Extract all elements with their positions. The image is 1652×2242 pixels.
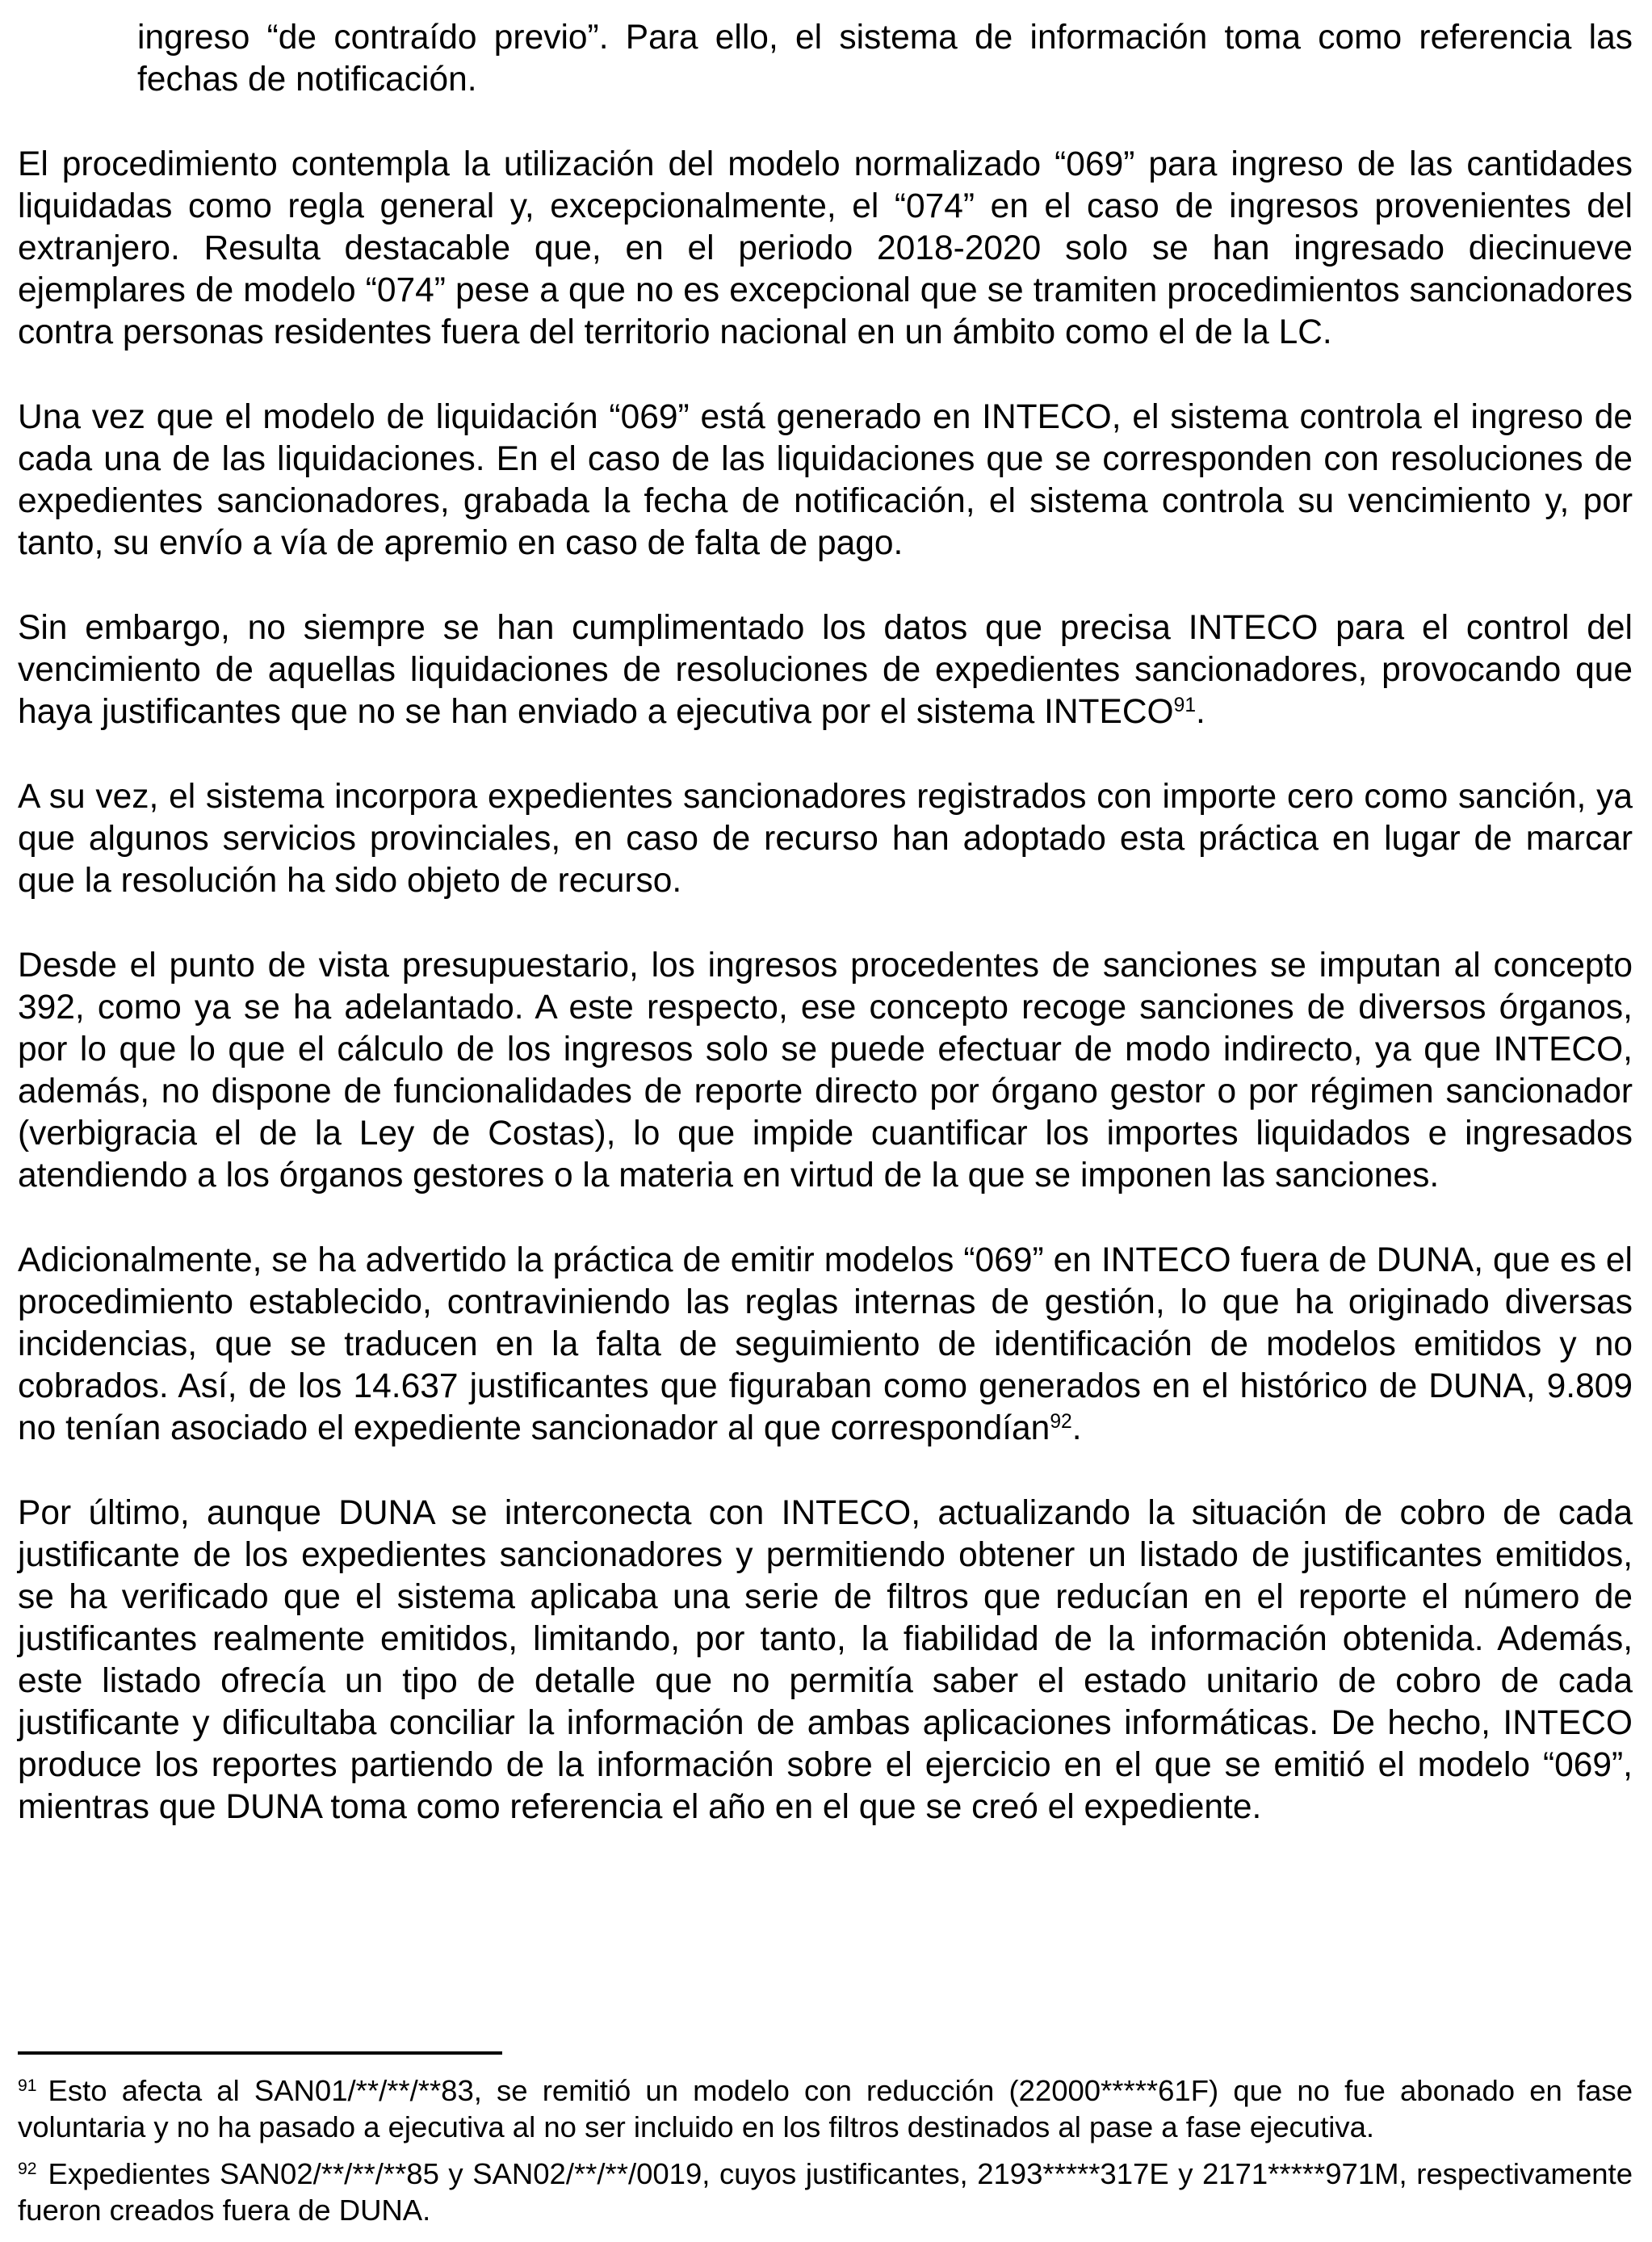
paragraph-adicionalmente [18, 1240, 1633, 1450]
paragraph-text: . [1196, 693, 1205, 731]
footnote-marker-91: 91 [18, 2076, 37, 2096]
paragraph-por-ultimo: Por último, aunque DUNA se interconecta con INTECO, actualizando la situación de cobro de cada justificante de los expedientes sancionadores y permitiendo obtener un listado de justificantes emitidos, se ha verificado que el sistema aplicaba una serie de filtros que reducían en el reporte el número de justificantes realmente emitidos, limitando, por tanto, la fiabilidad de la información obtenida. Además, este listado ofrecía un tipo de detalle que no permitía saber el estado unitario de cobro de cada justificante y dificultaba conciliar la información de ambas aplicaciones informáticas. De hecho, INTECO produce los reportes partiendo de la información sobre el ejercicio en el que se emitió el modelo “069”, mientras que DUNA toma como referencia el año en el que se creó el expediente. [18, 1494, 1633, 1826]
footnote-92 [18, 2156, 1633, 2228]
footnote-91 [18, 2072, 1633, 2145]
paragraph-sin-embargo [18, 607, 1633, 733]
paragraph-text: Adicionalmente, se ha advertido la práctica de emitir modelos “069” en INTECO fuera de DUNA, que es el procedimiento establecido, contraviniendo las reglas internas de gestión, lo que ha originado diversas incidencias, que se traducen en la falta de seguimiento de identificación de modelos emitidos y no cobrados. Así, de los 14.637 justificantes que figuraban como generados en el histórico de DUNA, 9.809 no tenían asociado el expediente sancionador al que correspondían [18, 1241, 1633, 1447]
footnote-marker-92: 92 [18, 2160, 37, 2179]
paragraph-importe-cero: A su vez, el sistema incorpora expedientes sancionadores registrados con importe cero como sanción, ya que algunos servicios provinciales, en caso de recurso han adoptado esta práctica en lugar de marcar que la resolución ha sido objeto de recurso. [18, 778, 1633, 900]
paragraph-modelo-liquidacion: Una vez que el modelo de liquidación “069” está generado en INTECO, el sistema controla el ingreso de cada una de las liquidaciones. En el caso de las liquidaciones que se corresponden con resoluciones de expedientes sancionadores, grabada la fecha de notificación, el sistema controla su vencimiento y, por tanto, su envío a vía de apremio en caso de falta de pago. [18, 398, 1633, 562]
paragraph-presupuestario: Desde el punto de vista presupuestario, los ingresos procedentes de sanciones se imputan al concepto 392, como ya se ha adelantado. A este respecto, ese concepto recoge sanciones de diversos órganos, por lo que lo que el cálculo de los ingresos solo se puede efectuar de modo indirecto, ya que INTECO, además, no dispone de funcionalidades de reporte directo por órgano gestor o por régimen sancionador (verbigracia el de la Ley de Costas), lo que impide cuantificar los importes liquidados e ingresados atendiendo a los órganos gestores o la materia en virtud de la que se imponen las sanciones. [18, 947, 1633, 1194]
footnotes-section [18, 2072, 1633, 2228]
footnote-ref-92: 92 [1050, 1411, 1072, 1434]
footnote-separator [18, 2051, 502, 2055]
paragraph-procedimiento: El procedimiento contempla la utilización del modelo normalizado “069” para ingreso de las cantidades liquidadas como regla general y, excepcionalmente, el “074” en el caso de ingresos provenientes del extranjero. Resulta destacable que, en el periodo 2018-2020 solo se han ingresado diecinueve ejemplares de modelo “074” pese a que no es excepcional que se tramiten procedimientos sancionadores contra personas residentes fuera del territorio nacional en un ámbito como el de la LC. [18, 145, 1633, 351]
footnote-text: Esto afecta al SAN01/**/**/**83, se remitió un modelo con reducción (22000*****61F) que no fue abonado en fase voluntaria y no ha pasado a ejecutiva al no ser incluido en los filtros destinados al pase a fase ejecutiva. [18, 2074, 1633, 2143]
body-text-column [18, 17, 1633, 1871]
paragraph-continuation: ingreso “de contraído previo”. Para ello, el sistema de información toma como referencia las fechas de notificación. [137, 19, 1633, 99]
paragraph-text: Sin embargo, no siempre se han cumplimentado los datos que precisa INTECO para el control del vencimiento de aquellas liquidaciones de resoluciones de expedientes sancionadores, provocando que haya justificantes que no se han enviado a ejecutiva por el sistema INTECO [18, 609, 1633, 731]
footnote-text: Expedientes SAN02/**/**/**85 y SAN02/**/**/0019, cuyos justificantes, 2193*****317E y 2171*****971M, respectivamente fueron creados fuera de DUNA. [18, 2157, 1633, 2227]
footnote-ref-91: 91 [1173, 695, 1197, 717]
paragraph-text: . [1071, 1409, 1082, 1447]
